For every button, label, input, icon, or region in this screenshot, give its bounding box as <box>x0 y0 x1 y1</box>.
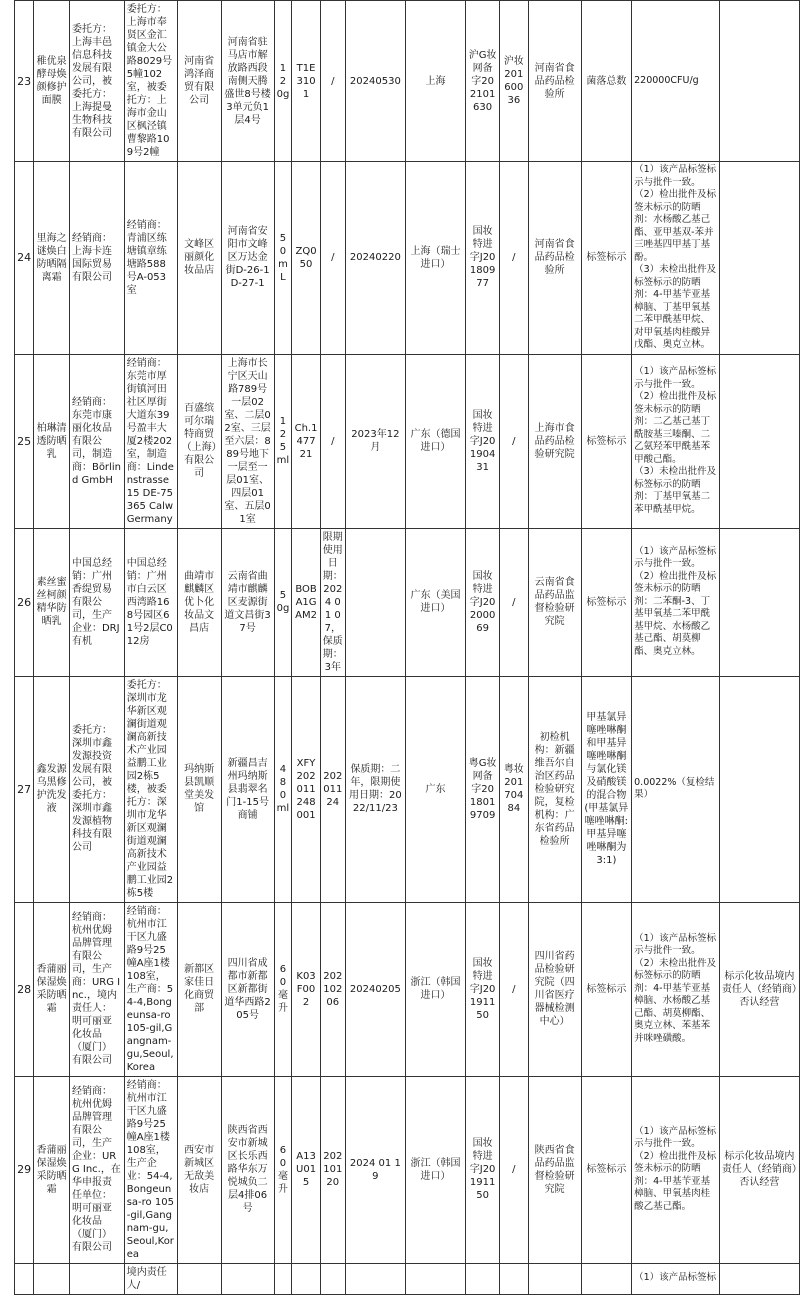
batch-number-cell: BOBA1GAM2 <box>292 528 320 676</box>
production-date-cell: 2024 01 19 <box>345 1076 405 1263</box>
production-license-cell: / <box>500 1076 529 1263</box>
production-license-cell: / <box>500 354 529 528</box>
inspection-agency-cell: 云南省食品药品监督检验研究院 <box>528 528 581 676</box>
production-license-cell <box>500 1263 529 1294</box>
sampled-unit-cell: 玛纳斯县凯顺堂美发馆 <box>177 676 221 902</box>
sampled-address-cell <box>221 1263 274 1294</box>
date-code-cell: 20201124 <box>320 676 345 902</box>
production-date-cell: 2023年12月 <box>345 354 405 528</box>
table-row <box>15 676 800 902</box>
entrusting-company-cell: 中国总经销：广州香缇贸易有限公司，生产企业：DRJ有机 <box>69 528 124 676</box>
row-number-cell: 26 <box>15 528 34 676</box>
approval-license-cell: 国妆特进字J20191150 <box>466 1076 500 1263</box>
row-number-cell: 25 <box>15 354 34 528</box>
inspection-item-cell: 标签标示 <box>581 528 632 676</box>
remark-cell <box>719 162 799 355</box>
inspection-table <box>14 0 800 1295</box>
sampled-address-cell: 河南省安阳市文峰区万达金街D-26-1D-27-1 <box>221 162 274 355</box>
approval-license-cell: 国妆特进字J20200069 <box>466 528 500 676</box>
entrusting-company-cell: 经销商：杭州优姆品牌管理有限公司，生产商：URG Inc.，境内责任人：明可丽亚化妆品（厦门）有限公司 <box>69 902 124 1076</box>
sampled-address-cell: 四川省成都市新都区新都街道华西路205号 <box>221 902 274 1076</box>
entrusting-company-cell: 经销商：东莞市康丽化妆品有限公司，制造商：Börlind GmbH <box>69 354 124 528</box>
table-row <box>15 902 800 1076</box>
inspection-item-cell: 甲基氯异噻唑啉酮和甲基异噻唑啉酮与氯化镁及硝酸镁的混合物(甲基氯异噻唑啉酮:甲基异噻唑啉酮为3:1) <box>581 676 632 902</box>
remark-cell <box>719 676 799 902</box>
table-row <box>15 1 800 162</box>
production-date-cell: 20240205 <box>345 902 405 1076</box>
row-number-cell: 27 <box>15 676 34 902</box>
row-number-cell: 29 <box>15 1076 34 1263</box>
product-name-cell: 柏琳清透防晒乳 <box>34 354 70 528</box>
production-date-cell: 保质期：二年，限期使用日期：2022/11/23 <box>345 676 405 902</box>
manufacturer-address-cell: 经销商：杭州市江干区九盛路9号25幢A座1楼108室，生产商：54-4,Bongeunsa-ro 105-gil,Gangnam-gu,Seoul,Korea <box>124 902 177 1076</box>
batch-number-cell: ZQ050 <box>292 162 320 355</box>
table-row <box>15 528 800 676</box>
inspection-result-cell: （1）该产品标签标示与批件一致。 （2）检出批件及标签未标示的防晒剂：二苯酮-3、丁基甲氧基二苯甲酰基甲烷、水杨酸乙基己酯、胡莫柳酯、奥克立林。 <box>632 528 720 676</box>
approval-license-cell: 国妆特进字J20190431 <box>466 354 500 528</box>
manufacturer-address-cell: 经销商：东莞市厚街镇河田社区厚街大道东39号盈丰大厦2楼202室，制造商：Lindenstrasse 15 DE-75365 Calw Germany <box>124 354 177 528</box>
remark-cell <box>719 354 799 528</box>
date-code-cell: 20210206 <box>320 902 345 1076</box>
origin-cell: 浙江（韩国进口） <box>405 1076 465 1263</box>
sampled-address-cell: 陕西省西安市新城区长乐西路华东万悦城负二层4排06号 <box>221 1076 274 1263</box>
date-code-cell <box>320 1263 345 1294</box>
origin-cell: 广东 <box>405 676 465 902</box>
product-name-cell: 稚优泉酵母焕颜修护面膜 <box>34 1 70 162</box>
sampled-address-cell: 云南省曲靖市麒麟区麦源街道文昌街37号 <box>221 528 274 676</box>
row-number-cell: 28 <box>15 902 34 1076</box>
batch-number-cell: XFY202011248001 <box>292 676 320 902</box>
manufacturer-address-cell: 经销商：青浦区练塘镇章练塘路588号A-053室 <box>124 162 177 355</box>
inspection-item-cell: 标签标示 <box>581 354 632 528</box>
sampled-address-cell: 上海市长宁区天山路789号一层02室、二层02室、三层至六层：889号地下一层至一层01室、四层01室、五层01室 <box>221 354 274 528</box>
production-date-cell <box>345 528 405 676</box>
product-name-cell: 香蒲丽保湿焕采防晒霜 <box>34 902 70 1076</box>
sampled-unit-cell: 新都区家佳日化商贸部 <box>177 902 221 1076</box>
approval-license-cell: 粤G妆网备字2018019709 <box>466 676 500 902</box>
inspection-result-cell: （1）该产品标签标示与批件一致。 （2）检出批件及标签未标示的防晒剂：水杨酸乙基己酯、亚甲基双-苯并三唑基四甲基丁基酚。 （3）未检出批件及标签标示的防晒剂：4-甲基苄亚基樟脑、丁基甲氧基二苯甲酰基甲烷、对甲氧基肉桂酸异戊酯、奥克立林。 <box>632 162 720 355</box>
manufacturer-address-cell: 经销商：杭州市江干区九盛路9号25幢A座1楼108室，生产企业：54-4,Bongeunsa-ro 105-gil,Gangnam-gu,Seoul,Korea <box>124 1076 177 1263</box>
date-code-cell: / <box>320 354 345 528</box>
origin-cell <box>405 1263 465 1294</box>
sampled-unit-cell: 曲靖市麒麟区优卜化妆品文昌店 <box>177 528 221 676</box>
production-date-cell <box>345 1263 405 1294</box>
remark-cell <box>719 528 799 676</box>
inspection-agency-cell: 初检机构：新疆维吾尔自治区药品检验研究院，复检机构：广东省药品检验所 <box>528 676 581 902</box>
inspection-result-cell: （1）该产品标签标示与批件一致。 （2）检出批件及标签未标示的防晒剂：4-甲基苄亚基樟脑、甲氧基肉桂酸乙基己酯。 <box>632 1076 720 1263</box>
remark-cell <box>719 1263 799 1294</box>
inspection-item-cell: 标签标示 <box>581 162 632 355</box>
date-code-cell: / <box>320 162 345 355</box>
product-name-cell <box>34 1263 70 1294</box>
sampled-unit-cell: 西安市新城区无敌美妆店 <box>177 1076 221 1263</box>
production-license-cell: 粤妆20170484 <box>500 676 529 902</box>
sampled-address-cell: 新疆昌吉州玛纳斯县翡翠名门1-15号商铺 <box>221 676 274 902</box>
inspection-agency-cell: 河南省食品药品检验所 <box>528 162 581 355</box>
specification-cell: 480ml <box>274 676 292 902</box>
origin-cell: 上海 <box>405 1 465 162</box>
production-license-cell: 沪妆20160036 <box>500 1 529 162</box>
table-row <box>15 354 800 528</box>
date-code-cell: 限期使用日期：2024 01 07，保质期：3年 <box>320 528 345 676</box>
origin-cell: 广东（德国进口） <box>405 354 465 528</box>
product-name-cell: 素丝蜜丝柯颜精华防晒乳 <box>34 528 70 676</box>
date-code-cell: 20210120 <box>320 1076 345 1263</box>
origin-cell: 上海（瑞士进口） <box>405 162 465 355</box>
batch-number-cell: A13U015 <box>292 1076 320 1263</box>
inspection-item-cell: 标签标示 <box>581 1076 632 1263</box>
specification-cell: 50mL <box>274 162 292 355</box>
origin-cell: 广东（美国进口） <box>405 528 465 676</box>
entrusting-company-cell: 委托方：深圳市鑫发源投资发展有限公司，被委托方：深圳市鑫发源植物科技有限公司 <box>69 676 124 902</box>
product-name-cell: 里海之谜焕白防晒隔离霜 <box>34 162 70 355</box>
remark-cell: 标示化妆品境内责任人（经销商）否认经营 <box>719 902 799 1076</box>
row-number-cell: 24 <box>15 162 34 355</box>
entrusting-company-cell <box>69 1263 124 1294</box>
specification-cell: 60毫升 <box>274 902 292 1076</box>
specification-cell <box>274 1263 292 1294</box>
specification-cell: 125ml <box>274 354 292 528</box>
inspection-result-cell: （1）该产品标签标示与批件一致。 （2）未检出批件及标签标示的防晒剂：4-甲基苄亚基樟脑、水杨酸乙基己酯、胡莫柳酯、奥克立林、苯基苯并咪唑磺酸。 <box>632 902 720 1076</box>
inspection-item-cell: 标签标示 <box>581 902 632 1076</box>
batch-number-cell <box>292 1263 320 1294</box>
table-row <box>15 1076 800 1263</box>
inspection-result-cell: （1）该产品标签标示与批件一致。 （2）检出批件及标签未标示的防晒剂：二乙基己基丁酰胺基三嗪酮、二乙氨羟苯甲酰基苯甲酸己酯。 （3）未检出批件及标签标示的防晒剂：丁基甲氧基二苯甲酰基甲烷。 <box>632 354 720 528</box>
approval-license-cell: 国妆特进字J20191150 <box>466 902 500 1076</box>
inspection-agency-cell: 上海市食品药品检验研究院 <box>528 354 581 528</box>
approval-license-cell: 国妆特进字J20180977 <box>466 162 500 355</box>
production-license-cell: / <box>500 162 529 355</box>
remark-cell: 标示化妆品境内责任人（经销商）否认经营 <box>719 1076 799 1263</box>
production-date-cell: 20240530 <box>345 1 405 162</box>
entrusting-company-cell: 委托方：上海丰邑信息科技发展有限公司，被委托方：上海提曼生物科技有限公司 <box>69 1 124 162</box>
product-name-cell: 鑫发源乌黑修护洗发液 <box>34 676 70 902</box>
inspection-result-cell: 0.0022%（复检结果） <box>632 676 720 902</box>
specification-cell: 50g <box>274 528 292 676</box>
inspection-agency-cell <box>528 1263 581 1294</box>
specification-cell: 120g <box>274 1 292 162</box>
specification-cell: 60毫升 <box>274 1076 292 1263</box>
production-date-cell: 20240220 <box>345 162 405 355</box>
product-name-cell: 香蒲丽保湿焕采防晒霜 <box>34 1076 70 1263</box>
sampled-unit-cell <box>177 1263 221 1294</box>
manufacturer-address-cell: 委托方：深圳市龙华新区观澜街道观澜高新技术产业园益鹏工业园2栋5楼，被委托方：深圳市龙华新区观澜街道观澜高新技术产业园益鹏工业园2栋5楼 <box>124 676 177 902</box>
manufacturer-address-cell: 委托方：上海市奉贤区金汇镇金大公路8029号5幢102室，被委托方：上海市金山区枫泾镇曹黎路109号2幢 <box>124 1 177 162</box>
remark-cell <box>719 1 799 162</box>
production-license-cell: / <box>500 528 529 676</box>
inspection-result-cell: 220000CFU/g <box>632 1 720 162</box>
batch-number-cell: Ch.147721 <box>292 354 320 528</box>
approval-license-cell: 沪G妆网备字202101630 <box>466 1 500 162</box>
sampled-unit-cell: 文峰区丽颜化妆品店 <box>177 162 221 355</box>
table-row <box>15 1263 800 1294</box>
inspection-item-cell <box>581 1263 632 1294</box>
table-row <box>15 162 800 355</box>
inspection-agency-cell: 河南省食品药品检验所 <box>528 1 581 162</box>
date-code-cell: / <box>320 1 345 162</box>
inspection-result-cell: （1）该产品标签标 <box>632 1263 720 1294</box>
inspection-item-cell: 菌落总数 <box>581 1 632 162</box>
manufacturer-address-cell: 中国总经销：广州市白云区西湾路168号园区61号2层C012房 <box>124 528 177 676</box>
sampled-unit-cell: 河南省鸿泽商贸有限公司 <box>177 1 221 162</box>
sampled-unit-cell: 百盛缤可尔瑞特商贸（上海）有限公司 <box>177 354 221 528</box>
row-number-cell <box>15 1263 34 1294</box>
origin-cell: 浙江（韩国进口） <box>405 902 465 1076</box>
production-license-cell: / <box>500 902 529 1076</box>
inspection-agency-cell: 陕西省食品药品监督检验研究院 <box>528 1076 581 1263</box>
sampled-address-cell: 河南省驻马店市解放路西段南侧天腾盛世8号楼3单元负1层4号 <box>221 1 274 162</box>
approval-license-cell <box>466 1263 500 1294</box>
manufacturer-address-cell: 境内责任人/ <box>124 1263 177 1294</box>
inspection-agency-cell: 四川省药品检验研究院（四川省医疗器械检测中心） <box>528 902 581 1076</box>
row-number-cell: 23 <box>15 1 34 162</box>
batch-number-cell: K03F002 <box>292 902 320 1076</box>
entrusting-company-cell: 经销商：杭州优姆品牌管理有限公司，生产企业：URG Inc.，在华申报责任单位：明可丽亚化妆品（厦门）有限公司 <box>69 1076 124 1263</box>
entrusting-company-cell: 经销商：上海卡连国际贸易有限公司 <box>69 162 124 355</box>
batch-number-cell: T1E3101 <box>292 1 320 162</box>
